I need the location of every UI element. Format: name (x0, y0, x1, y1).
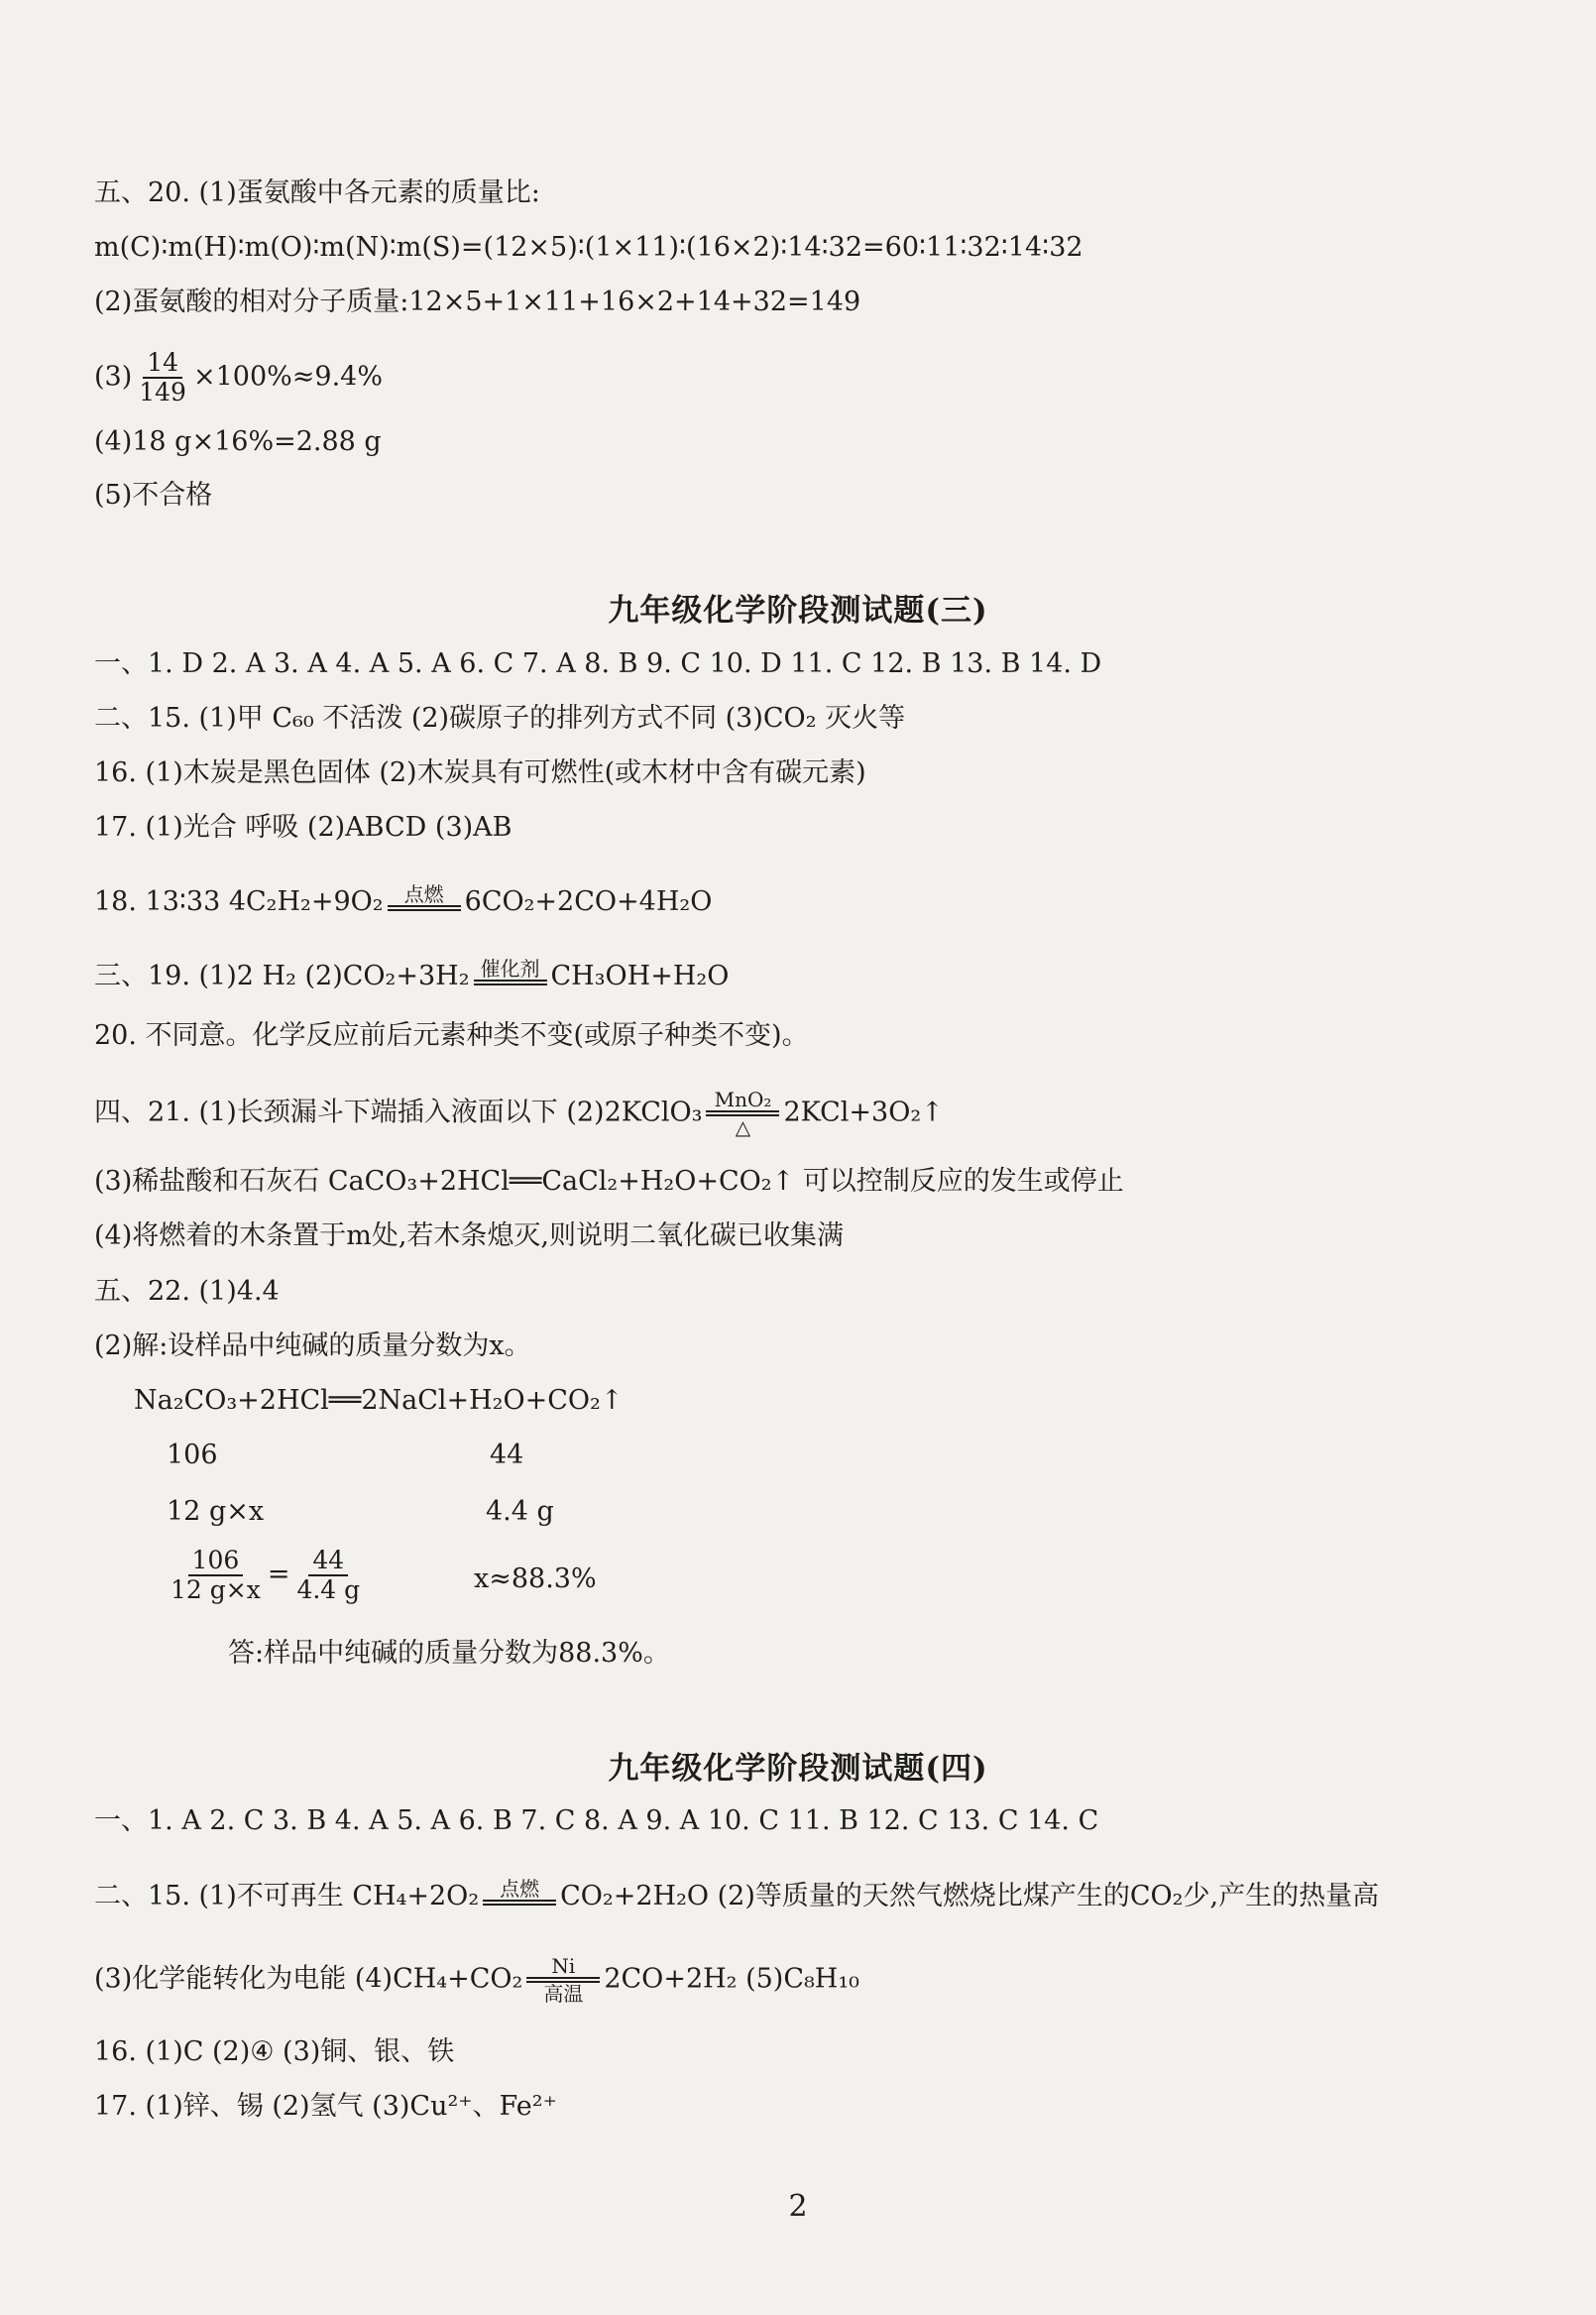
equation-reactants: (3)化学能转化为电能 (4)CH₄+CO₂ (94, 1963, 523, 1995)
test3-q19 (94, 957, 1556, 996)
fraction (167, 1547, 265, 1604)
fraction-denominator: 12 g×x (171, 1575, 261, 1604)
reaction-condition (526, 1955, 600, 2005)
double-line-arrow (388, 905, 461, 911)
test4-q17: 17. (1)锌、锡 (2)氢气 (3)Cu²⁺、Fe²⁺ (94, 2091, 557, 2122)
test3-q20: 20. 不同意。化学反应前后元素种类不变(或原子种类不变)。 (94, 1020, 809, 1051)
test4-q15 (94, 1877, 1556, 1916)
fraction-denominator: 4.4 g (296, 1575, 361, 1604)
q20-line-6: (5)不合格 (94, 480, 213, 511)
condition-label: 点燃 (500, 1876, 540, 1901)
condition-heat: 高温 (543, 1982, 584, 2006)
equation-reactants: 二、15. (1)不可再生 CH₄+2O₂ (94, 1881, 480, 1911)
q20-part3-label: (3) (94, 361, 133, 393)
test4-title: 九年级化学阶段测试题(四) (608, 1751, 988, 1787)
q20-part3-result: ×100%≈9.4% (192, 361, 383, 393)
q20-line-3: (2)蛋氨酸的相对分子质量:12×5+1×11+16×2+14+32=149 (94, 287, 861, 317)
fraction-numerator: 14 (143, 349, 182, 379)
equals-sign: = (267, 1559, 290, 1590)
double-line-arrow (483, 1900, 556, 1906)
page-number: 2 (788, 2189, 808, 2224)
condition-catalyst: MnO₂ (714, 1088, 772, 1111)
condition-heat: △ (735, 1115, 751, 1139)
fraction (292, 1547, 364, 1604)
test3-q22-equation: Na₂CO₃+2HCl══2NaCl+H₂O+CO₂↑ (134, 1385, 624, 1416)
equation-products: 2KCl+3O₂↑ (783, 1097, 944, 1128)
reaction-condition (474, 958, 547, 985)
condition-catalyst: Ni (551, 1954, 576, 1978)
condition-label: 点燃 (403, 881, 444, 906)
mass-4-4g: 4.4 g (486, 1496, 554, 1527)
reaction-condition (483, 1878, 556, 1906)
test4-mc-answers: 一、1. A 2. C 3. B 4. A 5. A 6. B 7. C 8. A 9. A 10. C 11. B 12. C 13. C 14. C (94, 1805, 1099, 1836)
test4-q15-b (94, 1955, 1556, 2005)
equation-products: 6CO₂+2CO+4H₂O (464, 886, 713, 917)
mass-12gx: 12 g×x (167, 1496, 265, 1527)
test3-q18 (94, 882, 1556, 922)
mass-44: 44 (490, 1440, 524, 1470)
equation-products: CH₃OH+H₂O (550, 961, 730, 991)
q20-line-4 (94, 349, 1556, 406)
test4-q16: 16. (1)C (2)④ (3)铜、银、铁 (94, 2036, 455, 2067)
q20-line-5: (4)18 g×16%=2.88 g (94, 426, 382, 457)
test3-q21-3: (3)稀盐酸和石灰石 CaCO₃+2HCl══CaCl₂+H₂O+CO₂↑ 可以控制反应的发生或停止 (94, 1166, 1124, 1197)
q20-line-2: m(C)∶m(H)∶m(O)∶m(N)∶m(S)=(12×5)∶(1×11)∶(16×2)∶14∶32=60∶11∶32∶14∶32 (94, 232, 1083, 263)
equation-products: 2CO+2H₂ (5)C₈H₁₀ (604, 1963, 859, 1995)
q20-line-1: 五、20. (1)蛋氨酸中各元素的质量比: (94, 177, 540, 208)
test3-q21-4: (4)将燃着的木条置于m处,若木条熄灭,则说明二氧化碳已收集满 (94, 1220, 845, 1251)
test3-q21 (94, 1089, 1556, 1138)
equation-reactants: 三、19. (1)2 H₂ (2)CO₂+3H₂ (94, 961, 470, 991)
mass-106: 106 (167, 1440, 218, 1470)
test3-title: 九年级化学阶段测试题(三) (608, 593, 988, 629)
test3-q22-answer: 答:样品中纯碱的质量分数为88.3%。 (228, 1638, 670, 1669)
test3-q22-2: (2)解:设样品中纯碱的质量分数为x。 (94, 1331, 531, 1361)
fraction-numerator: 44 (308, 1547, 348, 1576)
reaction-condition (388, 883, 461, 911)
test3-q22-1: 五、22. (1)4.4 (94, 1276, 280, 1307)
fraction-numerator: 106 (188, 1547, 244, 1576)
double-line-arrow (474, 980, 547, 985)
fraction (135, 349, 190, 406)
equation-reactants: 18. 13∶33 4C₂H₂+9O₂ (94, 886, 384, 917)
test3-q15: 二、15. (1)甲 C₆₀ 不活泼 (2)碳原子的排列方式不同 (3)CO₂ 灭火等 (94, 703, 906, 734)
result-x: x≈88.3% (474, 1563, 597, 1594)
test3-mc-answers: 一、1. D 2. A 3. A 4. A 5. A 6. C 7. A 8. B 9. C 10. D 11. C 12. B 13. B 14. D (94, 648, 1102, 679)
fraction-denominator: 149 (139, 378, 186, 406)
test3-q17: 17. (1)光合 呼吸 (2)ABCD (3)AB (94, 812, 513, 843)
equation-reactants: 四、21. (1)长颈漏斗下端插入液面以下 (2)2KClO₃ (94, 1097, 703, 1128)
equation-products: CO₂+2H₂O (2)等质量的天然气燃烧比煤产生的CO₂少,产生的热量高 (560, 1881, 1380, 1911)
test3-q16: 16. (1)木炭是黑色固体 (2)木炭具有可燃性(或木材中含有碳元素) (94, 757, 866, 788)
reaction-condition (706, 1089, 779, 1138)
condition-label: 催化剂 (480, 956, 540, 981)
